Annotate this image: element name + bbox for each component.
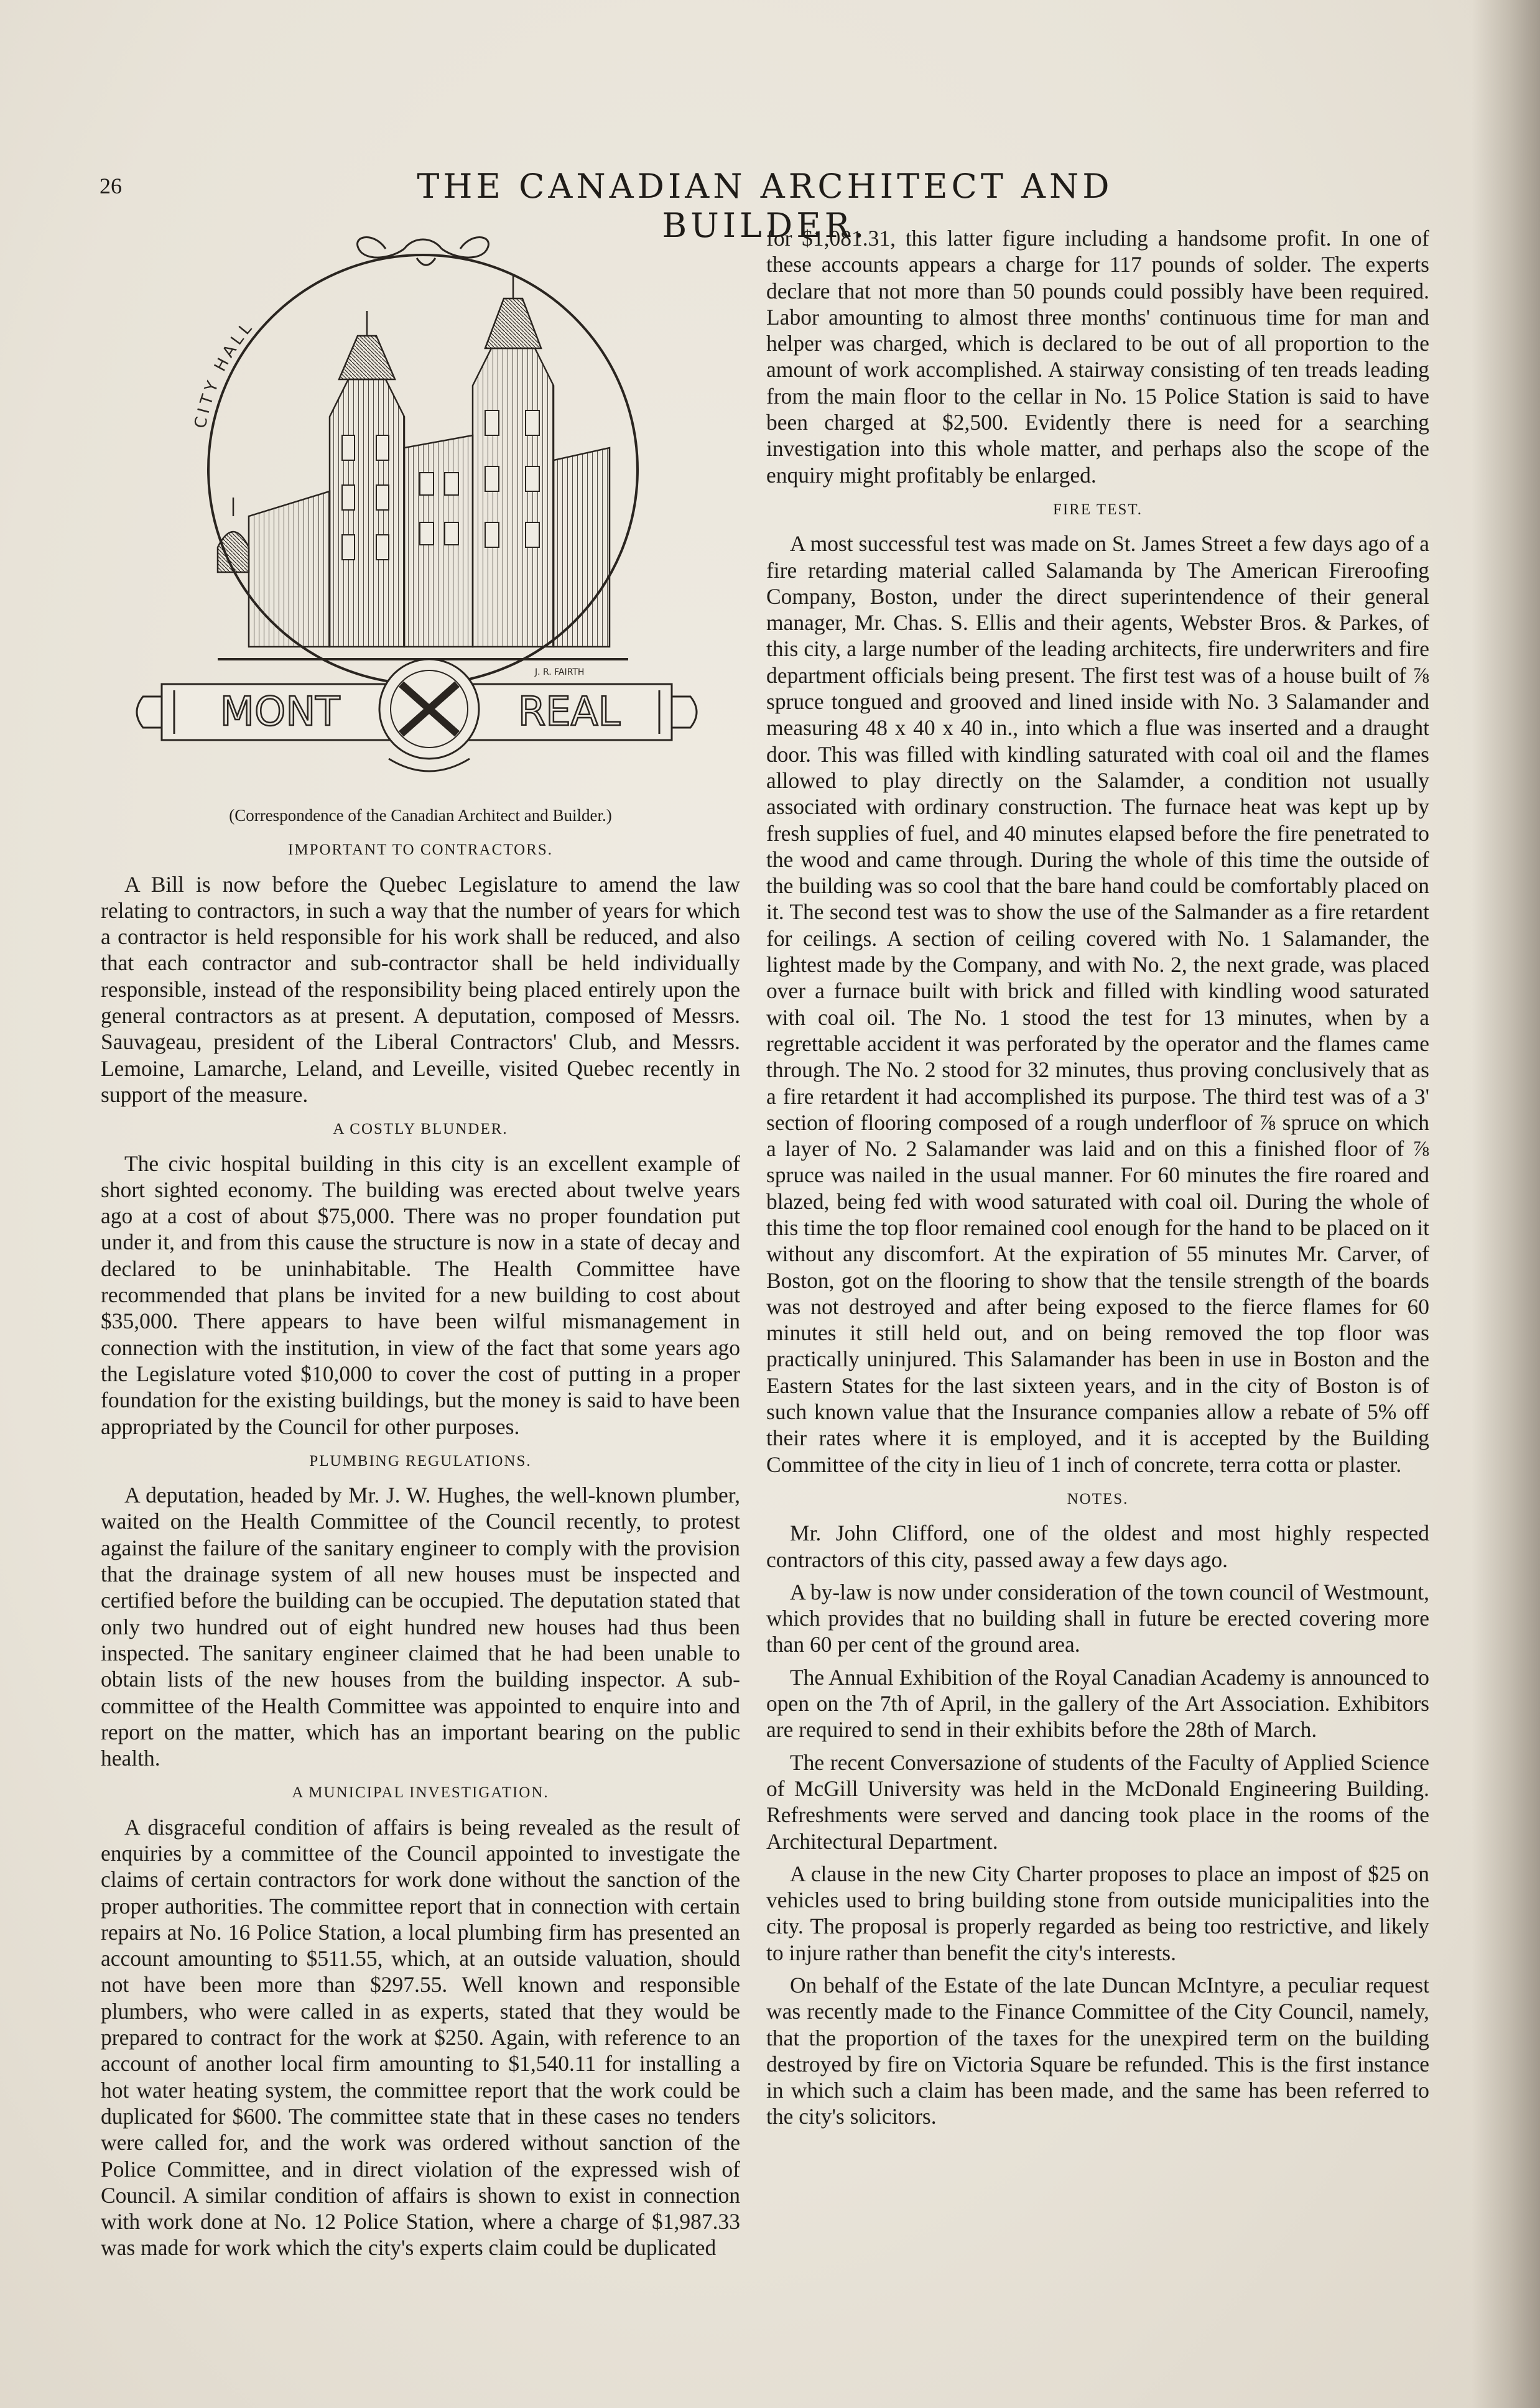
article-paragraph: The Annual Exhibition of the Royal Canadian Academy is announced to open on the 7th of April, in the gallery of the Art Association. Exhibitors are required to send in their exhibits before the 28th of March.: [766, 1664, 1429, 1743]
article-paragraph: On behalf of the Estate of the late Duncan McIntyre, a peculiar request was recently made to the Finance Committee of the City Council, namely, that the proportion of the taxes for the unexpired term on the building destroyed by fire on Victoria Square be refunded. This is the first instance in which such a claim has been made, and the same has been referred to the city's solicitors.: [766, 1973, 1429, 2129]
left-column: [101, 802, 740, 2261]
section-heading: A COSTLY BLUNDER.: [333, 1121, 508, 1138]
article-paragraph: A disgraceful condition of affairs is being revealed as the result of enquiries by a committee of the Council appointed to investigate the claims of certain contractors for work done without the sanction of the proper authorities. The committee report that in connection with certain repairs at No. 16 Police Station, a local plumbing firm has presented an account amounting to $511.55, which, at an outside valuation, should not have been more than $297.55. Well known and responsible plumbers, who were called in as experts, stated that they would be prepared to contract for the work at $250. Again, with reference to an account of another local firm amounting to $1,540.11 for installing a hot water heating system, the committee report that the work could be duplicated for $600. The committee state that in these cases no tenders were called for, and the work was ordered without sanction of the Police Committee, and in direct violation of the expressed wish of Council. A similar condition of affairs is shown to exist in connection with work done at No. 12 Police Station, where a charge of $1,987.33 was made for work which the city's experts claim could be duplicated: [101, 1814, 740, 2261]
article-paragraph: Mr. John Clifford, one of the oldest and most highly respected contractors of this city, passed away a few days ago.: [766, 1521, 1429, 1572]
article-paragraph: A Bill is now before the Quebec Legislature to amend the law relating to contractors, in such a way that the number of years for which a contractor is held responsible for his work shall be reduced, and also that each contractor and sub-contractor shall be held individually responsible, instead of the responsibility being placed entirely upon the general contractors as at present. A deputation, composed of Messrs. Sauvageau, president of the Liberal Contractors' Club, and Messrs. Lemoine, Lamarche, Leland, and Leveille, visited Quebec recently in support of the measure.: [101, 871, 740, 1107]
section-heading: IMPORTANT TO CONTRACTORS.: [288, 841, 553, 859]
artist-mark: J. R. FAIRTH: [535, 667, 585, 677]
section-heading: PLUMBING REGULATIONS.: [309, 1452, 532, 1470]
article-paragraph: A deputation, headed by Mr. J. W. Hughes, the well-known plumber, waited on the Health Committee of the Council recently, to protest against the failure of the sanitary engineer to comply with the provision that the drainage system of all new houses must be inspected and certified before the building can be occupied. The deputation stated that only two hundred out of eight hundred new houses had thus been inspected. The sanitary engineer claimed that he had been unable to obtain lists of the new houses from the building inspector. A sub-committee of the Health Committee was appointed to enquire into and report on the matter, which has an important bearing on the public health.: [101, 1483, 740, 1771]
illustration-caption: (Correspondence of the Canadian Architect and Builder.): [229, 806, 612, 825]
article-paragraph: A clause in the new City Charter proposes to place an impost of $25 on vehicles used to bring building stone from outside municipalities into the city. The proposal is properly regarded as being too restrictive, and likely to injure rather than benefit the city's interests.: [766, 1861, 1429, 1965]
right-column: [766, 225, 1429, 2130]
article-paragraph: A most successful test was made on St. James Street a few days ago of a fire retarding material called Salamanda by The American Fireroofing Company, Boston, under the direct superintendence of their general manager, Mr. Chas. S. Ellis and their agents, Webster Bros. & Parkes, of this city, a large number of the leading architects, fire underwriters and fire department officials being present. The first test was of a house built of ⅞ spruce tongued and grooved and lined inside with No. 3 Salamander and measuring 48 x 40 x 40 in., into which a flue was inserted and a draught door. This was filled with kindling saturated with coal oil and the flames allowed to play directly on the Salamder, a condition not usually associated with ordinary construction. The furnace heat was kept up by fresh supplies of fuel, and 40 minutes elapsed before the fire penetrated to the wood and came through. During the whole of this time the outside of the building was so cool that the bare hand could be comfortably placed on it. The second test was to show the use of the Salmander as a fire retardent for ceilings. A section of ceiling covered with No. 1 Salamander, the lightest made by the Company, and with No. 2, the next grade, was placed over a furnace built with brick and filled with kindling wood saturated with coal oil. The No. 1 stood the test for 13 minutes, when by a regrettable accident it was perforated by the operator and the flames came through. The No. 2 stood for 32 minutes, thus proving conclusively that as a fire retardent it had accomplished its purpose. The third test was of a 3' section of flooring composed of a rough underfloor of ⅞ spruce on which a layer of No. 2 Salamander was laid and on this a finished floor of ⅞ spruce was nailed in the usual manner. For 60 minutes the fire roared and blazed, being fed with wood saturated with coal oil. During the whole of this time the top floor remained cool enough for the hand to be placed on it without any discomfort. At the expiration of 55 minutes Mr. Carver, of Boston, got on the flooring to show that the tensile strength of the boards was not destroyed and after being exposed to the fierce flames for 60 minutes it still held out, and on being removed the top floor was practically uninjured. This Salamander has been in use in Boston and the Eastern States for the last sixteen years, and in the city of Boston is of such known value that the Insurance companies allow a rebate of 5% off their rates where it is employed, and it is accepted by the Building Committee of the city in lieu of 1 inch of concrete, terra cotta or plaster.: [766, 531, 1429, 1477]
section-heading: FIRE TEST.: [1052, 501, 1143, 518]
article-paragraph: A by-law is now under consideration of the town council of Westmount, which provides that no building shall in future be erected covering more than 60 per cent of the ground area.: [766, 1579, 1429, 1657]
section-heading: A MUNICIPAL INVESTIGATION.: [292, 1784, 549, 1802]
page-number: 26: [100, 174, 122, 198]
arc-label: CITY HALL: [191, 317, 258, 430]
city-hall-illustration: [124, 224, 709, 784]
masthead-title: THE CANADIAN ARCHITECT AND BUILDER.: [417, 167, 1113, 245]
page-edge-shadow: [1472, 0, 1540, 2408]
article-paragraph: The recent Conversazione of students of the Faculty of Applied Science of McGill University was held in the McDonald Engineering Building. Refreshments were served and dancing took place in the rooms of the Architectural Department.: [766, 1749, 1429, 1854]
article-paragraph: for $1,081.31, this latter figure including a handsome profit. In one of these accounts appears a charge for 117 pounds of solder. The experts declare that not more than 50 pounds could possibly have been required. Labor amounting to almost three months' continuous time for man and helper was charged, which is declared to be out of all proportion to the amount of work accomplished. A stairway consisting of ten treads leading from the main floor to the cellar in No. 15 Police Station is said to have been charged at $2,500. Evidently there is need for a searching investigation into this whole matter, and perhaps also the scope of the enquiry might profitably be enlarged.: [766, 226, 1429, 488]
banner-right-text: REAL: [517, 689, 621, 735]
banner-left-text: MONT: [220, 689, 340, 735]
city-hall-building: [218, 274, 628, 659]
section-heading: NOTES.: [1067, 1490, 1129, 1507]
coat-of-arms: [379, 659, 479, 771]
article-paragraph: The civic hospital building in this city is an excellent example of short sighted economy. The building was erected about twelve years ago at a cost of about $75,000. There was no proper foundation put under it, and from this cause the structure is now in a state of decay and declared to be uninhabitable. The Health Committee have recommended that plans be invited for a new building to cost about $35,000. There appears to have been wilful mismanagement in connection with the institution, in view of the fact that some years ago the Legislature voted $10,000 to cover the cost of putting in a proper foundation for the existing buildings, but the money is said to have been appropriated by the Council for other purposes.: [101, 1151, 740, 1439]
